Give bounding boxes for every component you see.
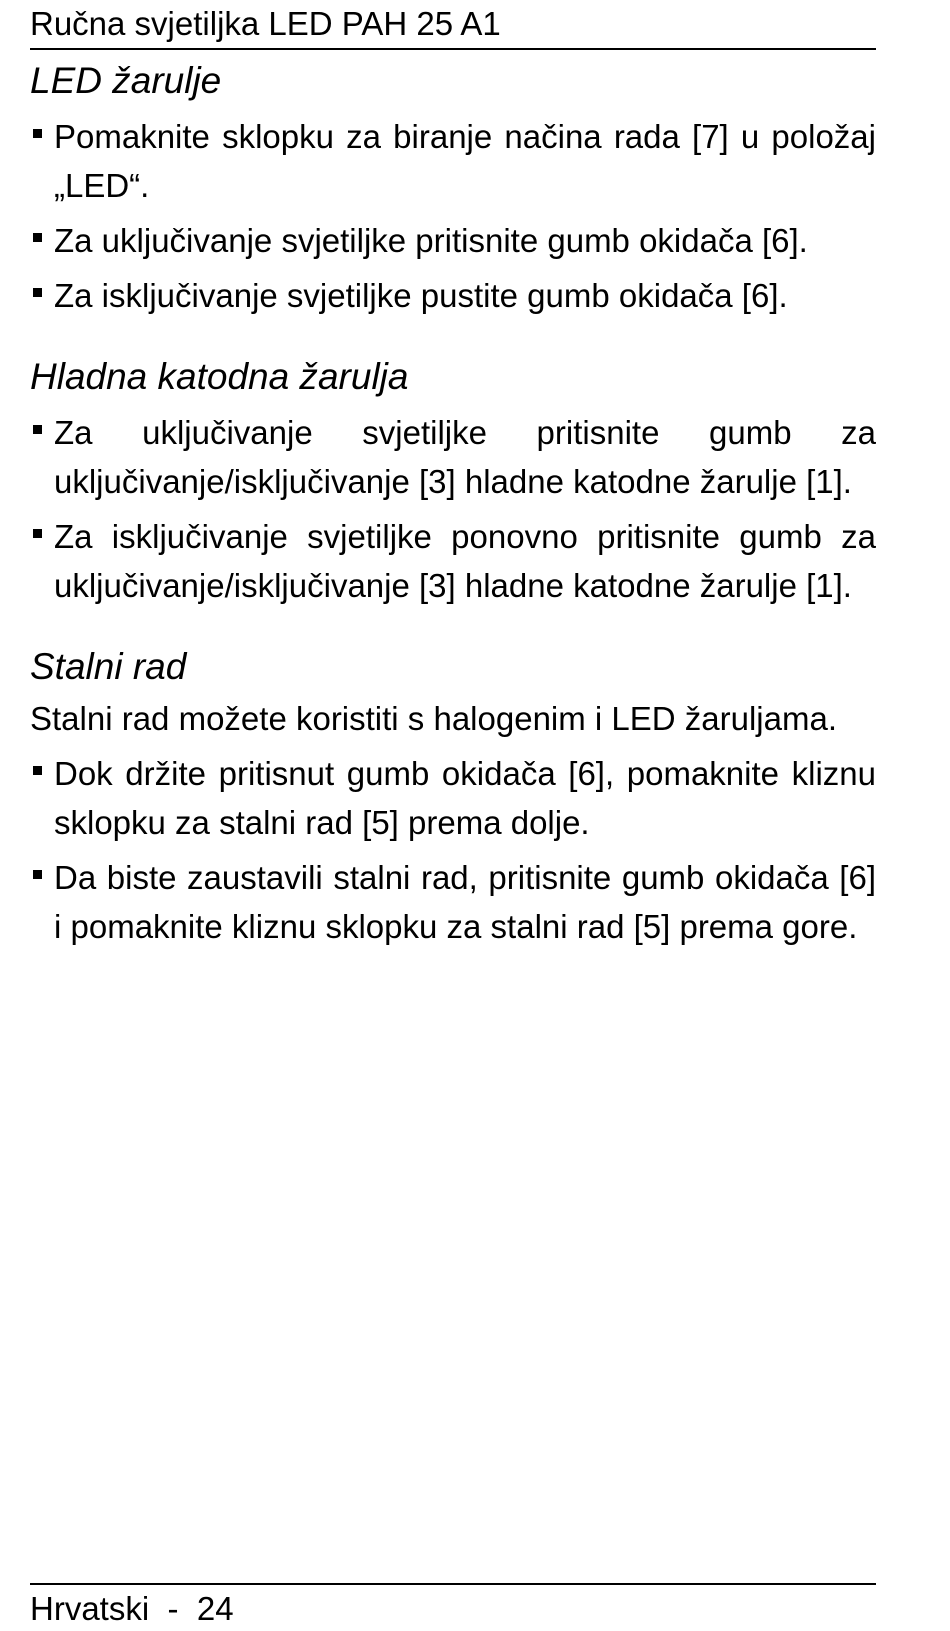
- bullet-item: [30, 408, 876, 506]
- bullet-text: Dok držite pritisnut gumb okidača [6], pomaknite kliznu sklopku za stalni rad [5] prema dolje.: [54, 755, 876, 841]
- section-spacer: [30, 610, 876, 642]
- page-header-title: Ručna svjetiljka LED PAH 25 A1: [30, 5, 501, 42]
- bullet-list-continuous: [30, 749, 876, 951]
- page-footer-text: Hrvatski - 24: [30, 1590, 234, 1627]
- bullet-item: [30, 853, 876, 951]
- bullet-item: [30, 216, 876, 265]
- section-heading-continuous: Stalni rad: [30, 646, 187, 687]
- section-heading-cold-cathode: Hladna katodna žarulja: [30, 356, 409, 397]
- square-bullet-icon: [33, 288, 42, 297]
- square-bullet-icon: [33, 129, 42, 138]
- square-bullet-icon: [33, 233, 42, 242]
- section-intro-paragraph: Stalni rad možete koristiti s halogenim i LED žaruljama.: [30, 700, 838, 737]
- square-bullet-icon: [33, 766, 42, 775]
- section-spacer: [30, 320, 876, 352]
- bullet-text: Za uključivanje svjetiljke pritisnite gumb za uključivanje/isključivanje [3] hladne katodne žarulje [1].: [54, 414, 876, 500]
- bullet-item: [30, 749, 876, 847]
- bullet-item: [30, 112, 876, 210]
- bullet-text: Za isključivanje svjetiljke pustite gumb okidača [6].: [54, 277, 788, 314]
- page-header: [30, 2, 876, 50]
- bullet-text: Za isključivanje svjetiljke ponovno pritisnite gumb za uključivanje/isključivanje [3] hladne katodne žarulje [1].: [54, 518, 876, 604]
- bullet-text: Pomaknite sklopku za biranje načina rada [7] u položaj „LED“.: [54, 118, 876, 204]
- page-content: [30, 56, 876, 951]
- section-heading-led: LED žarulje: [30, 60, 222, 101]
- bullet-text: Za uključivanje svjetiljke pritisnite gumb okidača [6].: [54, 222, 808, 259]
- square-bullet-icon: [33, 870, 42, 879]
- bullet-item: [30, 271, 876, 320]
- document-page: [30, 0, 876, 1631]
- page-footer: [30, 1583, 876, 1631]
- bullet-list-led: [30, 112, 876, 320]
- bullet-text: Da biste zaustavili stalni rad, pritisnite gumb okidača [6] i pomaknite kliznu sklopku za stalni rad [5] prema gore.: [54, 859, 876, 945]
- square-bullet-icon: [33, 529, 42, 538]
- square-bullet-icon: [33, 425, 42, 434]
- bullet-list-cold-cathode: [30, 408, 876, 610]
- bullet-item: [30, 512, 876, 610]
